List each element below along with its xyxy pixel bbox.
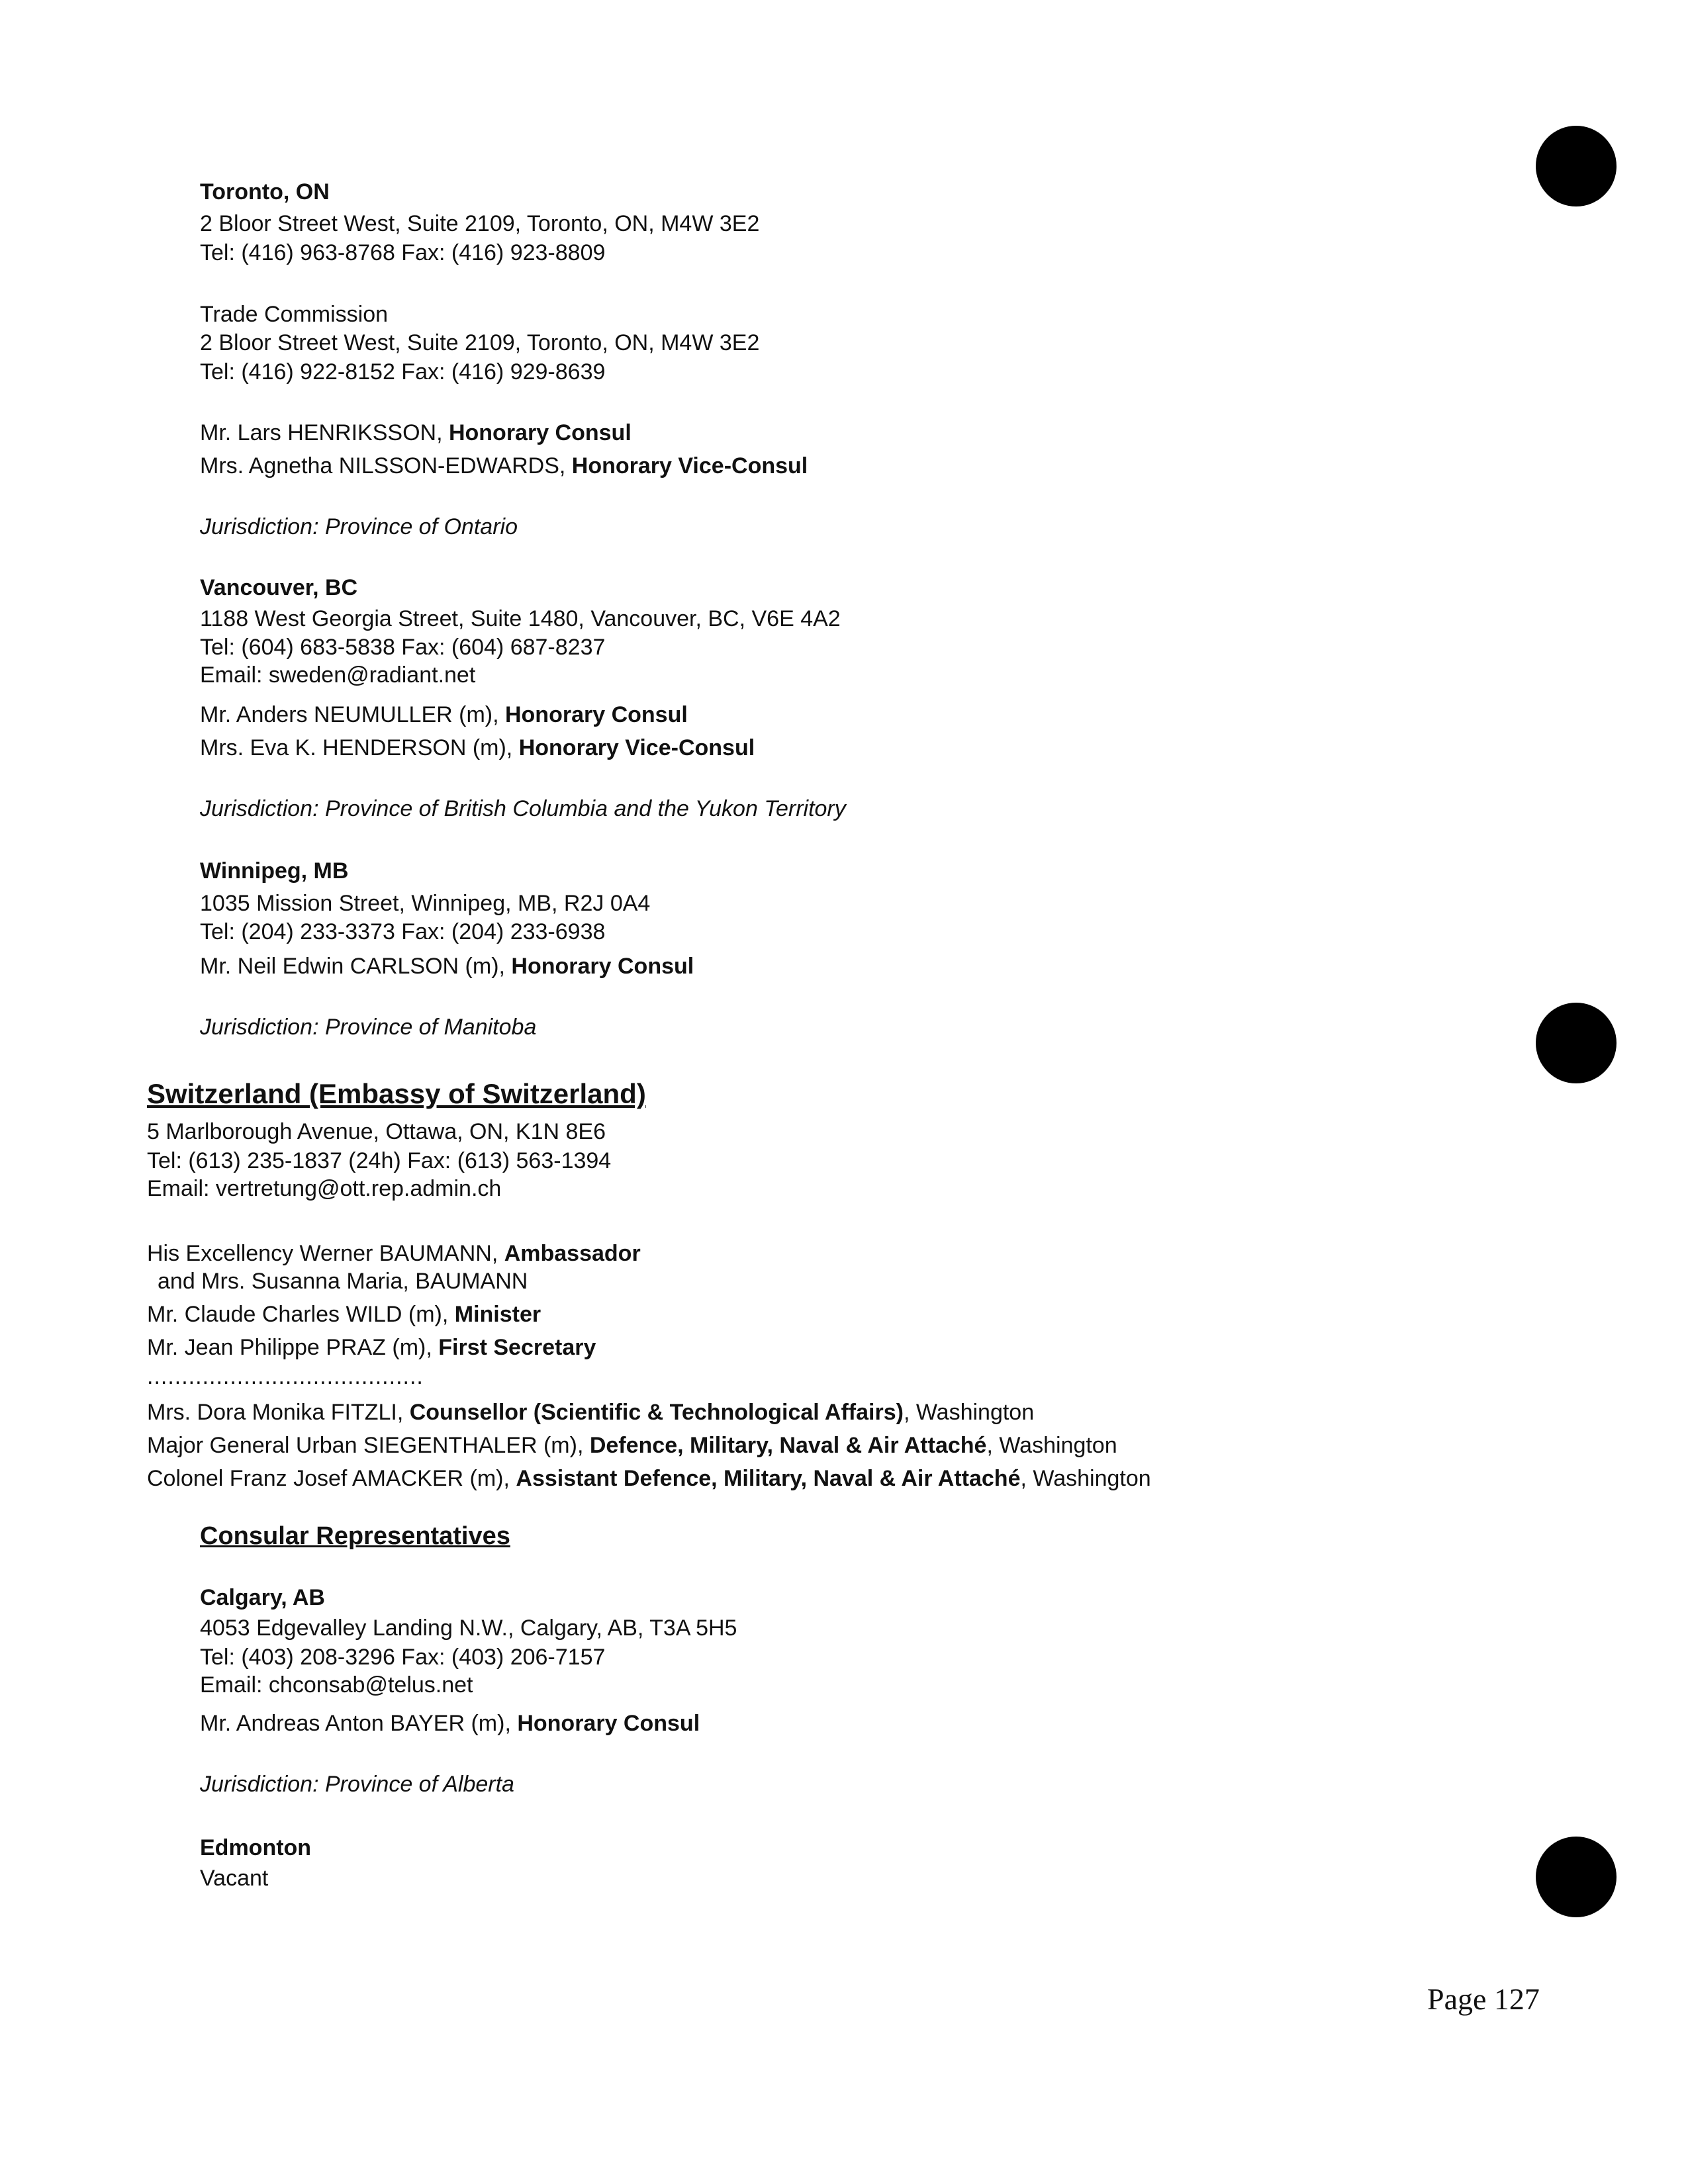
toronto-phone: Tel: (416) 963-8768 Fax: (416) 923-8809 <box>200 240 606 265</box>
vancouver-person-2 <box>200 735 755 761</box>
vancouver-address: 1188 West Georgia Street, Suite 1480, Vancouver, BC, V6E 4A2 <box>200 606 841 631</box>
minister-line <box>147 1301 541 1328</box>
calgary-city: Calgary, AB <box>200 1585 325 1610</box>
switzerland-address: 5 Marlborough Avenue, Ottawa, ON, K1N 8E6 <box>147 1119 606 1144</box>
toronto-city: Toronto, ON <box>200 179 330 205</box>
person-name: Mrs. Eva K. HENDERSON (m), <box>200 735 519 760</box>
winnipeg-phone: Tel: (204) 233-3373 Fax: (204) 233-6938 <box>200 919 606 944</box>
toronto-person-1 <box>200 420 632 446</box>
winnipeg-person-1 <box>200 953 694 979</box>
vancouver-city: Vancouver, BC <box>200 575 358 600</box>
edmonton-city: Edmonton <box>200 1835 312 1860</box>
person-title: Counsellor (Scientific & Technological Affairs) <box>409 1400 904 1425</box>
winnipeg-address: 1035 Mission Street, Winnipeg, MB, R2J 0A4 <box>200 891 651 916</box>
person-title: Defence, Military, Naval & Air Attaché <box>589 1433 987 1458</box>
person-title: Honorary Consul <box>448 420 632 445</box>
toronto-trade-title: Trade Commission <box>200 302 389 327</box>
dotted-separator: ........................................ <box>147 1364 424 1389</box>
vancouver-jurisdiction: Jurisdiction: Province of British Columbia and the Yukon Territory <box>200 796 846 821</box>
person-location: , Washington <box>903 1400 1035 1425</box>
person-name: Mr. Claude Charles WILD (m), <box>147 1302 455 1327</box>
punch-hole-bottom <box>1536 1837 1617 1917</box>
consular-representatives-heading: Consular Representatives <box>200 1522 510 1550</box>
vancouver-person-1 <box>200 702 688 728</box>
person-name: Mrs. Dora Monika FITZLI, <box>147 1400 410 1425</box>
person-title: Ambassador <box>504 1241 641 1266</box>
person-name: Mr. Anders NEUMULLER (m), <box>200 702 505 727</box>
person-title: Honorary Vice-Consul <box>571 453 808 478</box>
switzerland-phone: Tel: (613) 235-1837 (24h) Fax: (613) 563-1394 <box>147 1148 612 1173</box>
edmonton-status: Vacant <box>200 1866 269 1891</box>
person-location: , Washington <box>986 1433 1117 1458</box>
assistant-defence-attache-line <box>147 1465 1151 1492</box>
calgary-person-1 <box>200 1710 700 1737</box>
person-name: Colonel Franz Josef AMACKER (m), <box>147 1466 516 1491</box>
page-number: Page 127 <box>1427 1982 1540 2016</box>
calgary-email: Email: chconsab@telus.net <box>200 1672 473 1698</box>
switzerland-email: Email: vertretung@ott.rep.admin.ch <box>147 1176 502 1201</box>
person-name: Mr. Lars HENRIKSSON, <box>200 420 449 445</box>
person-title: Honorary Consul <box>511 954 694 979</box>
vancouver-email: Email: sweden@radiant.net <box>200 662 476 688</box>
switzerland-heading: Switzerland (Embassy of Switzerland) <box>147 1078 646 1109</box>
punch-hole-middle <box>1536 1003 1617 1083</box>
person-name: Mr. Andreas Anton BAYER (m), <box>200 1711 518 1736</box>
ambassador-line <box>147 1240 641 1267</box>
person-location: , Washington <box>1020 1466 1151 1491</box>
person-title: Honorary Vice-Consul <box>518 735 755 760</box>
vancouver-phone: Tel: (604) 683-5838 Fax: (604) 687-8237 <box>200 635 606 660</box>
person-name: Mr. Jean Philippe PRAZ (m), <box>147 1335 439 1360</box>
person-title: Assistant Defence, Military, Naval & Air Attaché <box>516 1466 1021 1491</box>
toronto-address: 2 Bloor Street West, Suite 2109, Toronto, ON, M4W 3E2 <box>200 211 760 236</box>
ambassador-spouse: and Mrs. Susanna Maria, BAUMANN <box>158 1269 528 1294</box>
person-title: First Secretary <box>438 1335 596 1360</box>
calgary-phone: Tel: (403) 208-3296 Fax: (403) 206-7157 <box>200 1645 606 1670</box>
punch-hole-top <box>1536 126 1617 206</box>
defence-attache-line <box>147 1432 1117 1459</box>
calgary-address: 4053 Edgevalley Landing N.W., Calgary, AB, T3A 5H5 <box>200 1615 737 1641</box>
person-name: His Excellency Werner BAUMANN, <box>147 1241 504 1266</box>
person-name: Major General Urban SIEGENTHALER (m), <box>147 1433 590 1458</box>
winnipeg-jurisdiction: Jurisdiction: Province of Manitoba <box>200 1015 537 1040</box>
toronto-trade-phone: Tel: (416) 922-8152 Fax: (416) 929-8639 <box>200 359 606 385</box>
toronto-jurisdiction: Jurisdiction: Province of Ontario <box>200 514 518 539</box>
person-name: Mrs. Agnetha NILSSON-EDWARDS, <box>200 453 572 478</box>
person-title: Honorary Consul <box>517 1711 700 1736</box>
person-title: Honorary Consul <box>504 702 688 727</box>
toronto-trade-address: 2 Bloor Street West, Suite 2109, Toronto, ON, M4W 3E2 <box>200 330 760 355</box>
first-secretary-line <box>147 1334 596 1361</box>
toronto-person-2 <box>200 453 808 479</box>
calgary-jurisdiction: Jurisdiction: Province of Alberta <box>200 1772 514 1797</box>
counsellor-line <box>147 1399 1034 1426</box>
person-name: Mr. Neil Edwin CARLSON (m), <box>200 954 512 979</box>
winnipeg-city: Winnipeg, MB <box>200 858 349 884</box>
person-title: Minister <box>454 1302 541 1327</box>
